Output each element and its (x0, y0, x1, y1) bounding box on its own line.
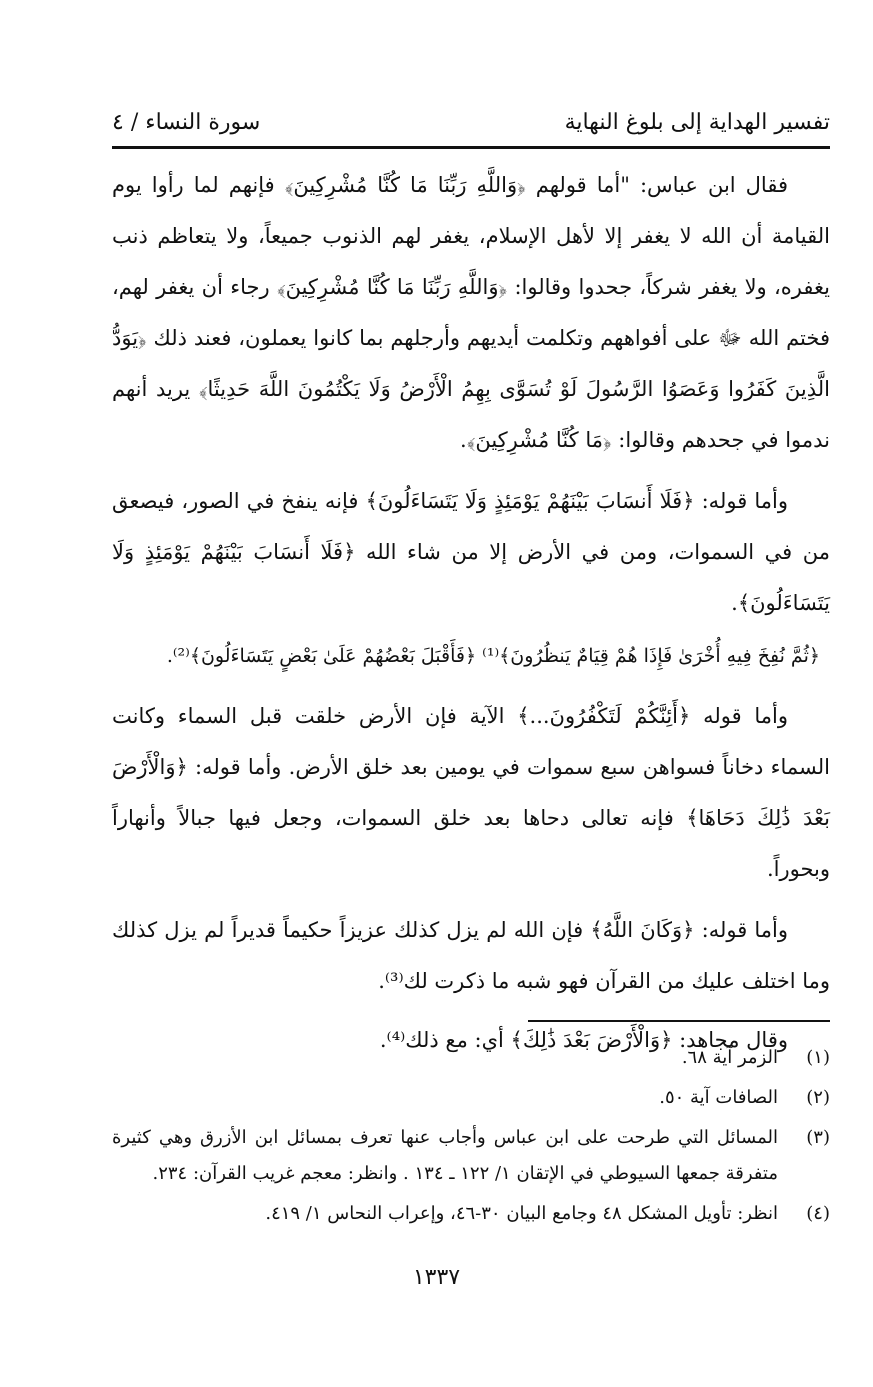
footnote-text: المسائل التي طرحت على ابن عباس وأجاب عنها تعرف بمسائل ابن الأزرق وهي كثيرة متفرقة جمعها السيوطي في الإتقان ١/ ١٢٢ ـ ١٣٤ . وانظر: معجم غريب القرآن: ٢٣٤. (112, 1127, 778, 1184)
footnote-text: الزمر آية ٦٨. (681, 1047, 778, 1068)
footnote-divider (528, 1020, 830, 1022)
paragraph-nasab: وأما قوله: ﴿فَلَا أَنسَابَ بَيْنَهُمْ يَوْمَئِذٍ وَلَا يَتَسَاءَلُونَ﴾ فإنه ينفخ في الصور، فيصعق من في السموات، ومن في الأرض إلا من شاء الله ﴿فَلَا أَنسَابَ بَيْنَهُمْ يَوْمَئِذٍ وَلَا يَتَسَاءَلُونَ﴾. (112, 489, 830, 615)
book-title: تفسير الهداية إلى بلوغ النهاية (564, 109, 830, 135)
footnote-item (112, 1040, 830, 1076)
surah-name: سورة النساء / ٤ (112, 109, 261, 135)
footnote-text: الصافات آية ٥٠. (659, 1087, 778, 1108)
quran-verses-line: ﴿ثُمَّ نُفِخَ فِيهِ أُخْرَىٰ فَإِذَا هُمْ قِيَامٌ يَنظُرُونَ﴾⁽¹⁾ ﴿فَأَقْبَلَ بَعْضُهُمْ عَلَىٰ بَعْضٍ يَتَسَاءَلُونَ﴾⁽²⁾. (166, 645, 820, 667)
main-text (112, 160, 830, 1066)
footnote-item (112, 1120, 830, 1192)
paragraph-mujahid: وقال مجاهد: ﴿وَالْأَرْضَ بَعْدَ ذَٰلِكَ﴾ أي: مع ذلك⁽⁴⁾. (379, 1028, 788, 1052)
footnotes (112, 1040, 830, 1236)
paragraph-creation: وأما قوله ﴿أَئِنَّكُمْ لَتَكْفُرُونَ...﴾ الآية فإن الأرض خلقت قبل السماء وكانت السماء دخاناً فسواهن سبع سموات في يومين بعد خلق الأرض. وأما قوله: ﴿وَالْأَرْضَ بَعْدَ ذَٰلِكَ دَحَاهَا﴾ فإنه تعالى دحاها بعد خلق السموات، وجعل فيها جبالاً وأنهاراً وبحوراً. (112, 704, 830, 881)
footnote-number: (١) (806, 1047, 830, 1068)
page-number: ١٣٣٧ (412, 1265, 461, 1290)
footnote-number: (٤) (806, 1203, 830, 1224)
footnote-number: (٢) (806, 1087, 830, 1108)
footnote-item (112, 1196, 830, 1232)
footnote-number: (٣) (806, 1127, 830, 1148)
header-divider (112, 146, 830, 149)
paragraph-ibn-abbas: فقال ابن عباس: "أما قولهم ﴿وَاللَّهِ رَبِّنَا مَا كُنَّا مُشْرِكِينَ﴾ فإنهم لما رأوا يوم القيامة أن الله لا يغفر إلا لأهل الإسلام، يغفر لهم الذنوب جميعاً، ولا يتعاظم ذنب يغفره، ولا يغفر شركاً، جحدوا وقالوا: ﴿وَاللَّهِ رَبِّنَا مَا كُنَّا مُشْرِكِينَ﴾ رجاء أن يغفر لهم، فختم الله ﷻ على أفواههم وتكلمت أيديهم وأرجلهم بما كانوا يعملون، فعند ذلك ﴿يَوَدُّ الَّذِينَ كَفَرُوا وَعَصَوُا الرَّسُولَ لَوْ تُسَوَّى بِهِمُ الْأَرْضُ وَلَا يَكْتُمُونَ اللَّهَ حَدِيثًا﴾ يريد أنهم ندموا في جحدهم وقالوا: ﴿مَا كُنَّا مُشْرِكِينَ﴾. (112, 173, 830, 452)
footnote-item (112, 1080, 830, 1116)
running-header (112, 100, 830, 144)
footnote-text: انظر: تأويل المشكل ٤٨ وجامع البيان ٣٠-٤٦، وإعراب النحاس ١/ ٤١٩. (265, 1203, 778, 1224)
paragraph-kana-allah: وأما قوله: ﴿وَكَانَ اللَّهُ﴾ فإن الله لم يزل كذلك عزيزاً حكيماً قديراً لم يزل كذلك وما اختلف عليك من القرآن فهو شبه ما ذكرت لك⁽³⁾. (112, 918, 830, 993)
